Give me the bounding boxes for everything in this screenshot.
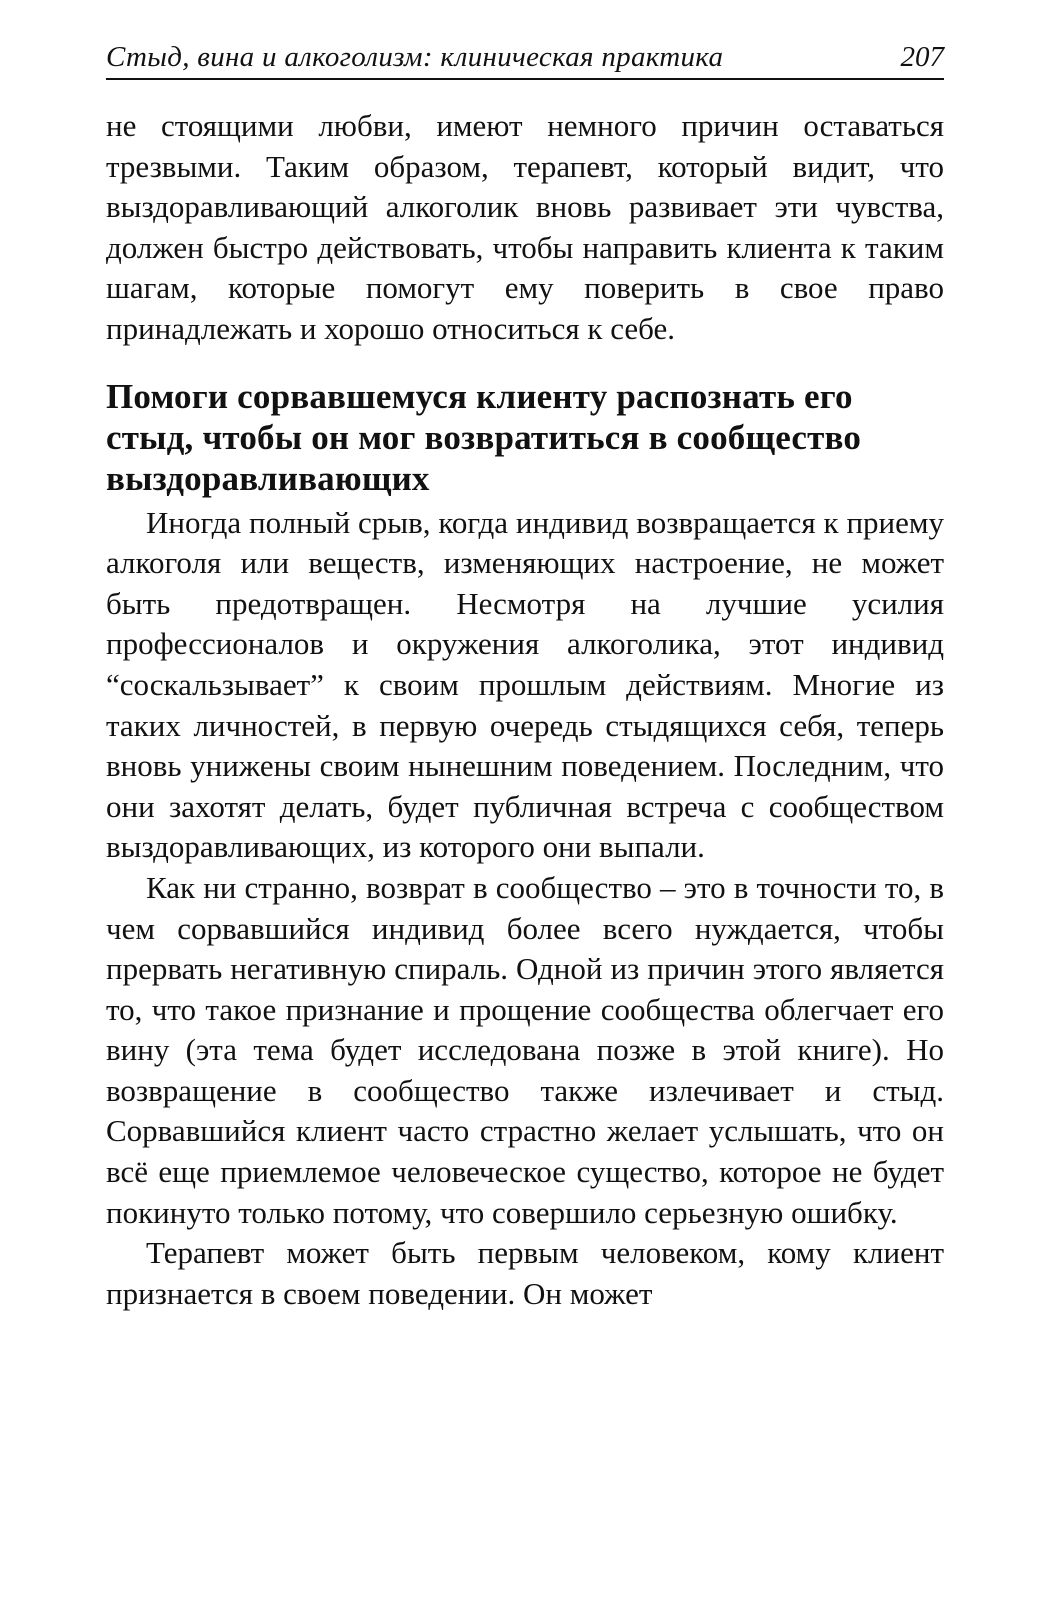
paragraph: Как ни странно, возврат в сообщество – это в точности то, в чем сорвавшийся индивид более всего нуждается, чтобы прервать негативную спираль. Одной из причин этого является то, что такое признание и прощение сообщества облегчает его вину (эта тема будет исследована позже в этой книге). Но возвращение в сообщество также излечивает и стыд. Сорвавшийся клиент часто страстно желает услышать, что он всё еще приемлемое человеческое существо, которое не будет покинуто только потому, что совершило серьезную ошибку. [106, 869, 944, 1230]
section-heading: Помоги сорвавшемуся клиенту распознать его стыд, чтобы он мог возвратиться в сообщество выздоравливающих [106, 376, 862, 498]
page-number: 207 [900, 41, 944, 73]
running-header [106, 40, 944, 80]
paragraph-continued: не стоящими любви, имеют немного причин оставаться трезвыми. Таким образом, терапевт, который видит, что выздоравливающий алкоголик вновь развивает эти чувства, должен быстро действовать, чтобы направить клиента к таким шагам, которые помогут ему поверить в свое право принадлежать и хорошо относиться к себе. [106, 108, 944, 346]
paragraph: Терапевт может быть первым человеком, кому клиент признается в своем поведении. Он может [106, 1235, 944, 1311]
book-page [106, 40, 944, 1314]
paragraph: Иногда полный срыв, когда индивид возвращается к приему алкоголя или веществ, изменяющих настроение, не может быть предотвращен. Несмотря на лучшие усилия профессионалов и окружения алкоголика, этот индивид “соскальзывает” к своим прошлым действиям. Многие из таких личностей, в первую очередь стыдящихся себя, теперь вновь унижены своим нынешним поведением. Последним, что они захотят делать, будет публичная встреча с сообществом выздоравливающих, из которого они выпали. [106, 504, 944, 865]
running-header-title: Стыд, вина и алкоголизм: клиническая практика [106, 41, 724, 73]
